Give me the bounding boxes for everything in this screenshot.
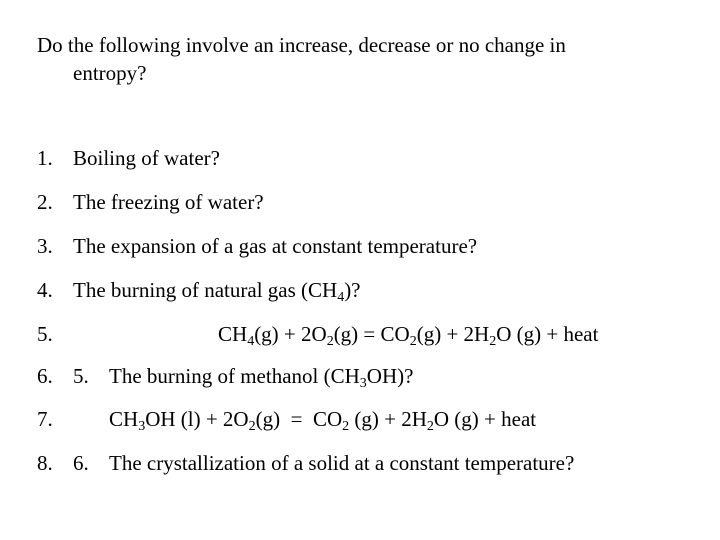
item-text: The expansion of a gas at constant temperature?: [73, 234, 478, 258]
subscript: 3: [138, 419, 146, 434]
subscript: 4: [247, 334, 255, 349]
list-item-5: [37, 321, 697, 347]
item-number: 7.: [37, 407, 53, 431]
eq-part: O (g) + heat: [496, 322, 599, 346]
item-text: Boiling of water?: [73, 146, 220, 170]
item-number: 3.: [37, 234, 53, 258]
item-subnumber: 5.: [73, 364, 89, 388]
list-item-6: [37, 363, 413, 389]
question-line-2: entropy?: [73, 61, 147, 85]
list-item-7: [37, 406, 697, 432]
eq-part: (g) = CO: [333, 322, 410, 346]
list-item-1: [37, 145, 220, 171]
item-number: 5.: [37, 322, 53, 346]
eq-part: CH: [218, 322, 248, 346]
item-text-post: OH)?: [366, 364, 414, 388]
item-number: 4.: [37, 278, 53, 302]
subscript: 2: [326, 334, 334, 349]
list-item-3: [37, 233, 477, 259]
methanol-combustion-equation: [109, 406, 536, 432]
list-item-8: [37, 450, 574, 476]
item-text: The crystallization of a solid at a constant temperature?: [109, 451, 575, 475]
item-text: The freezing of water?: [73, 190, 264, 214]
question-heading: [37, 31, 677, 87]
subscript: 2: [409, 334, 417, 349]
eq-part: (g) + 2H: [416, 322, 490, 346]
eq-part: CH: [109, 407, 139, 431]
subscript: 2: [248, 419, 256, 434]
item-number: 8.: [37, 451, 53, 475]
item-text-pre: The burning of natural gas (CH: [73, 278, 338, 302]
item-subnumber: 6.: [73, 451, 89, 475]
list-item-2: [37, 189, 264, 215]
item-text-pre: The burning of methanol (CH: [109, 364, 360, 388]
item-number: 6.: [37, 364, 53, 388]
eq-part: (g) + 2H: [349, 407, 427, 431]
list-item-4: [37, 277, 361, 303]
subscript: 3: [359, 376, 367, 391]
item-number: 1.: [37, 146, 53, 170]
subscript: 4: [337, 290, 345, 305]
subscript: 2: [426, 419, 434, 434]
item-text-post: )?: [344, 278, 361, 302]
eq-part: OH (l) + 2O: [145, 407, 249, 431]
eq-part: O (g) + heat: [433, 407, 537, 431]
eq-part: (g) + 2O: [254, 322, 327, 346]
subscript: 2: [342, 419, 350, 434]
item-number: 2.: [37, 190, 53, 214]
subscript: 2: [489, 334, 497, 349]
eq-part: (g) = CO: [255, 407, 343, 431]
methane-combustion-equation: [218, 321, 598, 347]
question-line-1: Do the following involve an increase, decrease or no change in: [37, 33, 566, 57]
